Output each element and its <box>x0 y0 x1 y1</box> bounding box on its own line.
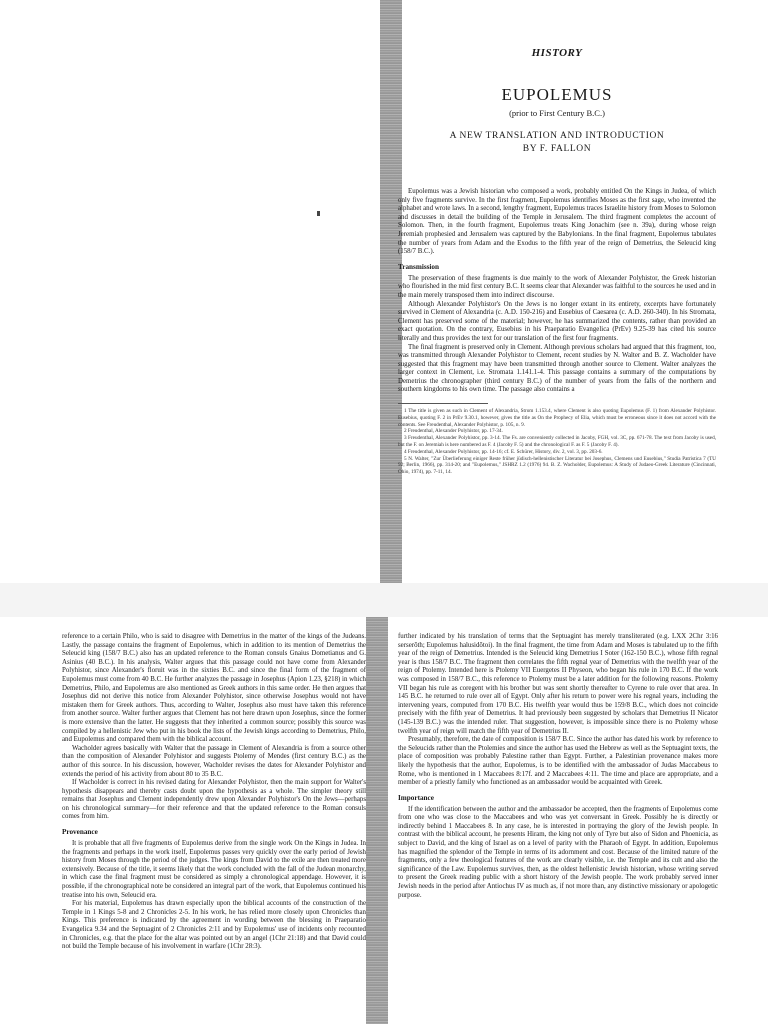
bottom-right-column <box>398 633 718 900</box>
footnote: 1 The title is given as such in Clement of Alexandria, Strom 1.153.4, where Clement is also quoting Eupolemus (F. 1) from Alexander Polyhistor. Eusebius, quoting F. 2 in PrEv 9.30.1, however, gives the title as On the Prophecy of Elia, which must be erroneous since it does not accord with the contents. See Freudenthal, Alexander Polyhistor, p. 105, n. 9. <box>398 408 716 428</box>
page-separator <box>0 583 768 617</box>
right-paragraph-2: Presumably, therefore, the date of composition is 158/7 B.C. Since the author has dated his work by reference to the Seleucids rather than the Ptolemies and since the author has used the Hebrew as well as the Septuagint texts, the place of composition was probably Palestine rather than Egypt. Further, a Palestinian provenance makes more likely the hypothesis that the author, Eupolemus, is to be identified with the ambassador of Judas Maccabeus to Rome, who is mentioned in 1 Maccabees 8:17f. and 2 Maccabees 4:11. The time and place are appropriate, and a member of a priestly family who functioned as an ambassador would be acquainted with Greek. <box>398 736 718 787</box>
footnote: 5 N. Walter, "Zur Überlieferung einiger Reste früher jüdisch-hellenistischer Literatur bei Josephus, Clemens und Eusebius," Studia Patristica 7 (TU 92; Berlin, 1966), pp. 314-20; and "Eupolemus," JSHRZ 1.2 (1976) 94. B. Z. Wacholder, Eupolemus: A Study of Judaeo-Greek Literature (Cincinnati, Ohio, 1974), pp. 7-11, 14. <box>398 455 716 476</box>
book-gutter-shadow <box>366 617 388 1024</box>
page-title: EUPOLEMUS <box>501 85 613 104</box>
intro-paragraph: Eupolemus was a Jewish historian who composed a work, probably entitled On the Kings in Judea, of which only five fragments survive. In the first fragment, Eupolemus identifies Moses as the first sage, who invented the alphabet and wrote laws. In a second, lengthy fragment, Eupolemus traces Israelite history from Moses to Solomon and discusses in detail the building of the Temple in Jerusalem. The third fragment completes the account of Solomon. Then, in the fourth fragment, Eupolemus treats King Jonachim (see n. 39a), during whose reign Jeremiah prophesied and Jerusalem was captured by the Babylonians. In the final fragment, Eupolemus tabulates the number of years from Adam and the Exodus to the fifth year of the reign of Demetrius, the Seleucid king (158/7 B.C.). <box>398 188 716 256</box>
top-page-body <box>398 188 716 476</box>
left-paragraph-1: reference to a certain Philo, who is said to disagree with Demetrius in the matter of the kings of the Judeans. Lastly, the passage contains the fragment of Eupolemus, which in addition to its mention of Demetrius the Seleucid king (158/7 B.C.) also has an updated reference to the Roman consuls Gnaius Dometianus and G. Asinius (40 B.C.). In his analysis, Walter argues that this passage could not have come from Alexander Polyhistor, since Alexander's floruit was in the sixties B.C. and since the final form of the fragment of Eupolemus must come from 40 B.C. He further analyzes the passage in Josephus (Apion 1.23, §218) in which Demetrius, Philo, and Eupolemus are also mentioned as Greek authors in this same order. He then argues that Josephus did not derive this notice from Alexander Polyhistor, since otherwise Josephus would not have mistaken them for Greek authors. Thus, according to Walter, Josephus also must have taken this reference from another source. Walter further argues that Clement has not here drawn upon Josephus, since the former is more extensive than the latter. He suggests that they inherited a common source; possibly this source was compiled by a hellenistic Jew who put in his book the lists of the Jewish kings according to Demetrius, Philo, and Eupolemus and compared them with the biblical account. <box>62 633 366 744</box>
running-head: HISTORY <box>531 47 583 59</box>
left-paragraph-2: Wacholder agrees basically with Walter that the passage in Clement of Alexandria is from a source other than the composition of Alexander Polyhistor and suggests Ptolemy of Mendes (first century B.C.) as the author of this source. In his discussion, however, Wacholder revises the dates for Alexander Polyhistor and extends the period of his activity from about 80 to 35 B.C. <box>62 744 366 778</box>
subtitle: A NEW TRANSLATION AND INTRODUCTION <box>449 131 665 141</box>
bottom-left-column <box>62 633 366 952</box>
transmission-paragraph-2: Although Alexander Polyhistor's On the Jews is no longer extant in its entirety, excerpts have fortunately survived in Clement of Alexandria (c. A.D. 150-216) and Eusebius of Caesarea (c. A.D. 260-340). In his Stromata, Clement has preserved some of the material; however, he has summarized the contents, rather than provided an exact quotation. On the contrary, Eusebius in his Praeparatio Evangelica (PrEv) 9.25-39 has cited his source literally and thus provides the text for our translation of the first four fragments. <box>398 300 716 342</box>
section-heading-importance: Importance <box>398 793 434 802</box>
date-line: (prior to First Century B.C.) <box>509 108 605 118</box>
left-paragraph-4: It is probable that all five fragments of Eupolemus derive from the single work On the Kings in Judea. In the fragments and perhaps in the work itself, Eupolemus passes very quickly over the early period of Jewish history from Moses through the period of the judges. The kings from David to the exile are then treated more extensively. Because of the title, it seems likely that the work concluded with the fall of the Judean monarchy, in which case the final fragment must be considered as simply a chronological appendage. However, it is possible, if the chronographical note be considered an integral part of the work, that Eupolemus continued his treatise into his own, Seleucid era. <box>62 840 366 899</box>
footnote-rule <box>398 403 488 404</box>
left-paragraph-5: For his material, Eupolemus has drawn especially upon the biblical accounts of the construction of the Temple in 1 Kings 5-8 and 2 Chronicles 2-5. In his work, he has relied more closely upon Chronicles than Kings. This preference is indicated by the agreement in wording between the blessing in Praeparatio Evangelica 9.34 and the Septuagint of 2 Chronicles 2:11 and by Eupolemus' use of incidents only recounted in Chronicles, e.g. that the place for the altar was pointed out by an angel (1Chr 21:18) and that David could not build the Temple because of his involvement in warfare (1Chr 28:3). <box>62 900 366 951</box>
transmission-paragraph-3: The final fragment is preserved only in Clement. Although previous scholars had argued that this fragment, too, was transmitted through Alexander Polyhistor to Clement, recent studies by N. Walter and B. Z. Wacholder have suggested that this fragment may have been transmitted through another source to Clement. Walter analyzes the larger context in Clement, i.e. Stromata 1.141.1-4. This passage contains a summary of the computations by Demetrius the chronographer (third century B.C.) of the number of years from the falls of the northern and southern kingdoms to his own time. The passage also contains a <box>398 343 716 394</box>
right-paragraph-3: If the identification between the author and the ambassador be accepted, then the fragments of Eupolemus come from one who was close to the Maccabees and who was yet conversant in Greek. Possibly he is directly or indirectly behind 1 Maccabees 8. In any case, he is interested in portraying the glory of the Jewish people. In contrast with the biblical account, he presents Hiram, the king not only of Tyre but also of Sidon and Phoenicia, as subject to David, and the king of Israel as on a level of parity with the Pharaoh of Egypt. In addition, Eupolemus has magnified the splendor of the Temple in terms of its adornment and cost. Because of the limited nature of the fragments, only a few theological features of the work are clearly visible, i.e. the Temple and its cult and also the significance of the Law. Eupolemus survives, then, as the oldest hellenistic Jewish historian, whose writing served to present the Greek reading public with a short history of the Jewish people. The work probably served inner Jewish needs in the period after Antiochus IV as much as, if not more than, any distinctive missionary or apologetic purpose. <box>398 805 718 899</box>
footnote: 2 Freudenthal, Alexander Polyhistor, pp. 17-34. <box>404 428 503 435</box>
bottom-page <box>0 617 768 1024</box>
footnote: 4 Freudenthal, Alexander Polyhistor, pp. 14-16; cf. E. Schürer, History, div. 2, vol. 3, pp. 203-6. <box>404 448 603 455</box>
top-page-header-block <box>398 47 716 154</box>
byline: BY F. FALLON <box>522 144 592 154</box>
transmission-paragraph-1: The preservation of these fragments is due mainly to the work of Alexander Polyhistor, the Greek historian who flourished in the mid first century B.C. It seems clear that Alexander was faithful to the sources he used and in the main merely transposed them into indirect discourse. <box>398 274 716 299</box>
right-paragraph-1: further indicated by his translation of terms that the Septuagint has merely transliterated (e.g. LXX 2Chr 3:16 serserōth; Eupolemus halusidōtoi). In the final fragment, the time from Adam and Moses is tabulated up to the fifth year of the reign of Demetrius. Intended is the Seleucid king Demetrius I Soter (162-150 B.C.), whose fifth regnal year is thus 158/7 B.C. The fragment then correlates the fifth regnal year of Demetrius with the twelfth year of the reign of Ptolemy. Intended here is Ptolemy VII Euergetes II Physeon, who began his rule in 170 B.C. If the work was composed in 158/7 B.C., this reference to Ptolemy must be a later addition for the following reasons. Ptolemy VII began his rule as coregent with his brother but was sent shortly thereafter to Cyrene to rule over that area. In 145 B.C. he returned to rule over all of Egypt. Only after his return to power were his regnal years, including the intervening years, computed from 170 B.C. His twelfth year would thus be 159/8 B.C., which does not coincide precisely with the fifth year of Demetrius. It had previously been suggested by scholars that Demetrius II Nicator (145-139 B.C.) was the intended ruler. That suggestion, however, is impossible since there is no Ptolemy whose twelfth year of reign will match the fifth year of Demetrius II. <box>398 633 718 735</box>
section-heading-transmission: Transmission <box>398 262 440 271</box>
left-paragraph-3: If Wacholder is correct in his revised dating for Alexander Polyhistor, then the main support for Walter's hypothesis disappears and thereby casts doubt upon the hypothesis as a whole. The simpler theory still remains that Josephus and Clement independently drew upon Alexander Polyhistor's On the Jews—perhaps on his chronological summary—for their reference and that the updated reference to the Roman consuls comes from him. <box>62 779 366 821</box>
scan-speck <box>317 211 320 216</box>
section-heading-provenance: Provenance <box>62 828 98 837</box>
footnote: 3 Freudenthal, Alexander Polyhistor, pp. 3-14. The Fs. are conveniently collected in Jacoby, FGH, vol. 3C, pp. 671-78. The text from Jacoby is used, but the F. on Jeremiah is here numbered as F. 4 (Jacoby F. 5) and the chronological F. as F. 5 (Jacoby F. 4). <box>398 435 716 449</box>
